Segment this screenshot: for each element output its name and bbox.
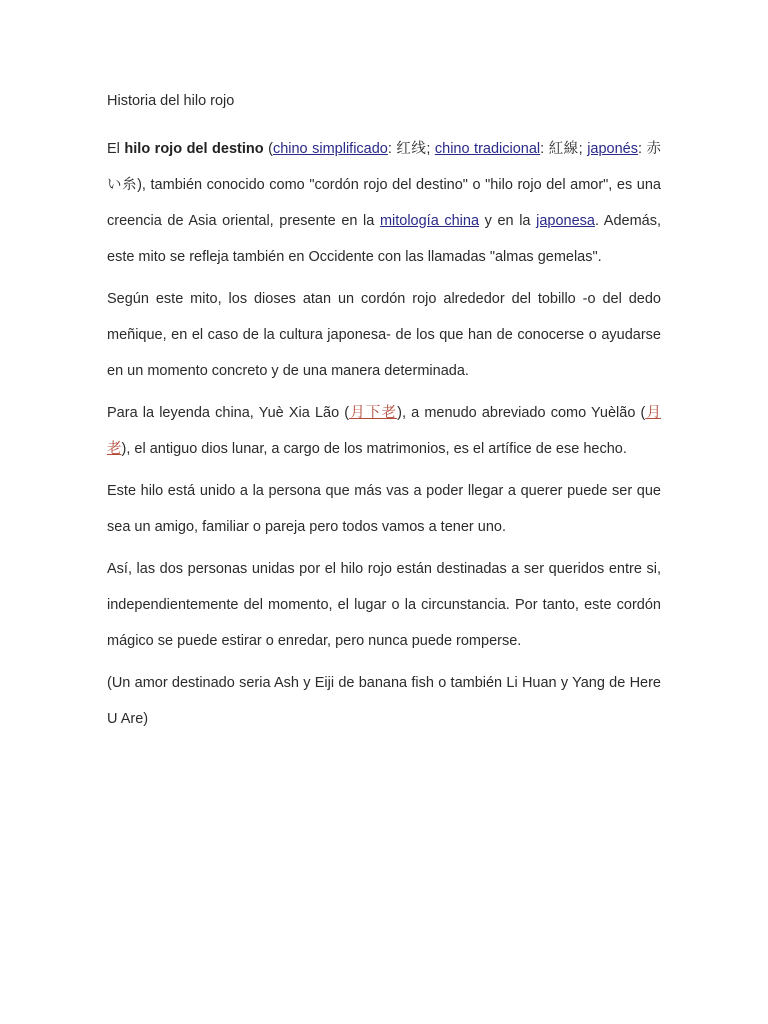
- link-japones[interactable]: japonés: [587, 141, 638, 157]
- link-yue-xia-lao[interactable]: 月下老: [349, 405, 398, 421]
- text: El: [107, 141, 125, 157]
- text: : 紅線;: [540, 141, 588, 157]
- text: y en la: [479, 213, 537, 229]
- text: : 赤い糸), también conocido como "cordón rojo del destino" o "hilo rojo del amor", es una creencia de Asia oriental, presente en la: [107, 141, 662, 229]
- paragraph-destinadas: Así, las dos personas unidas por el hilo rojo están destinadas a ser queridos entre si, independientemente del momento, el lugar o la circunstancia. Por tanto, este cordón mágico se puede estirar o enredar, pero nunca puede romperse.: [107, 561, 661, 649]
- text: ), a menudo abreviado como Yuèlão (: [397, 405, 646, 421]
- document-page: [107, 83, 661, 743]
- text: : 红线;: [387, 141, 435, 157]
- paragraph-ejemplo: (Un amor destinado seria Ash y Eiji de banana fish o también Li Huan y Yang de Here U Are): [107, 675, 661, 727]
- link-mitologia-china[interactable]: mitología china: [379, 213, 480, 229]
- document-title: Historia del hilo rojo: [107, 93, 235, 109]
- paragraph-mito: Según este mito, los dioses atan un cordón rojo alrededor del tobillo -o del dedo meñique, en el caso de la cultura japonesa- de los que han de conocerse o ayudarse en un momento concreto y de una manera determinada.: [107, 291, 661, 379]
- bold-term: hilo rojo del destino: [124, 141, 264, 157]
- text: . Además, este mito se refleja también en Occidente con las llamadas "almas gemelas".: [107, 213, 661, 265]
- link-japonesa[interactable]: japonesa: [536, 213, 595, 229]
- link-yuelao[interactable]: 月老: [107, 405, 661, 457]
- paragraph-intro: [107, 131, 661, 275]
- text: ), el antiguo dios lunar, a cargo de los matrimonios, es el artífice de ese hecho.: [121, 441, 627, 457]
- link-chino-tradicional[interactable]: chino tradicional: [434, 141, 541, 157]
- text: Para la leyenda china, Yuè Xia Lão (: [107, 405, 350, 421]
- link-chino-simplificado[interactable]: chino simplificado: [272, 141, 388, 157]
- text: (: [263, 141, 273, 157]
- paragraph-leyenda: [107, 395, 661, 467]
- paragraph-hilo: Este hilo está unido a la persona que más vas a poder llegar a querer puede ser que sea un amigo, familiar o pareja pero todos vamos a tener uno.: [107, 483, 661, 535]
